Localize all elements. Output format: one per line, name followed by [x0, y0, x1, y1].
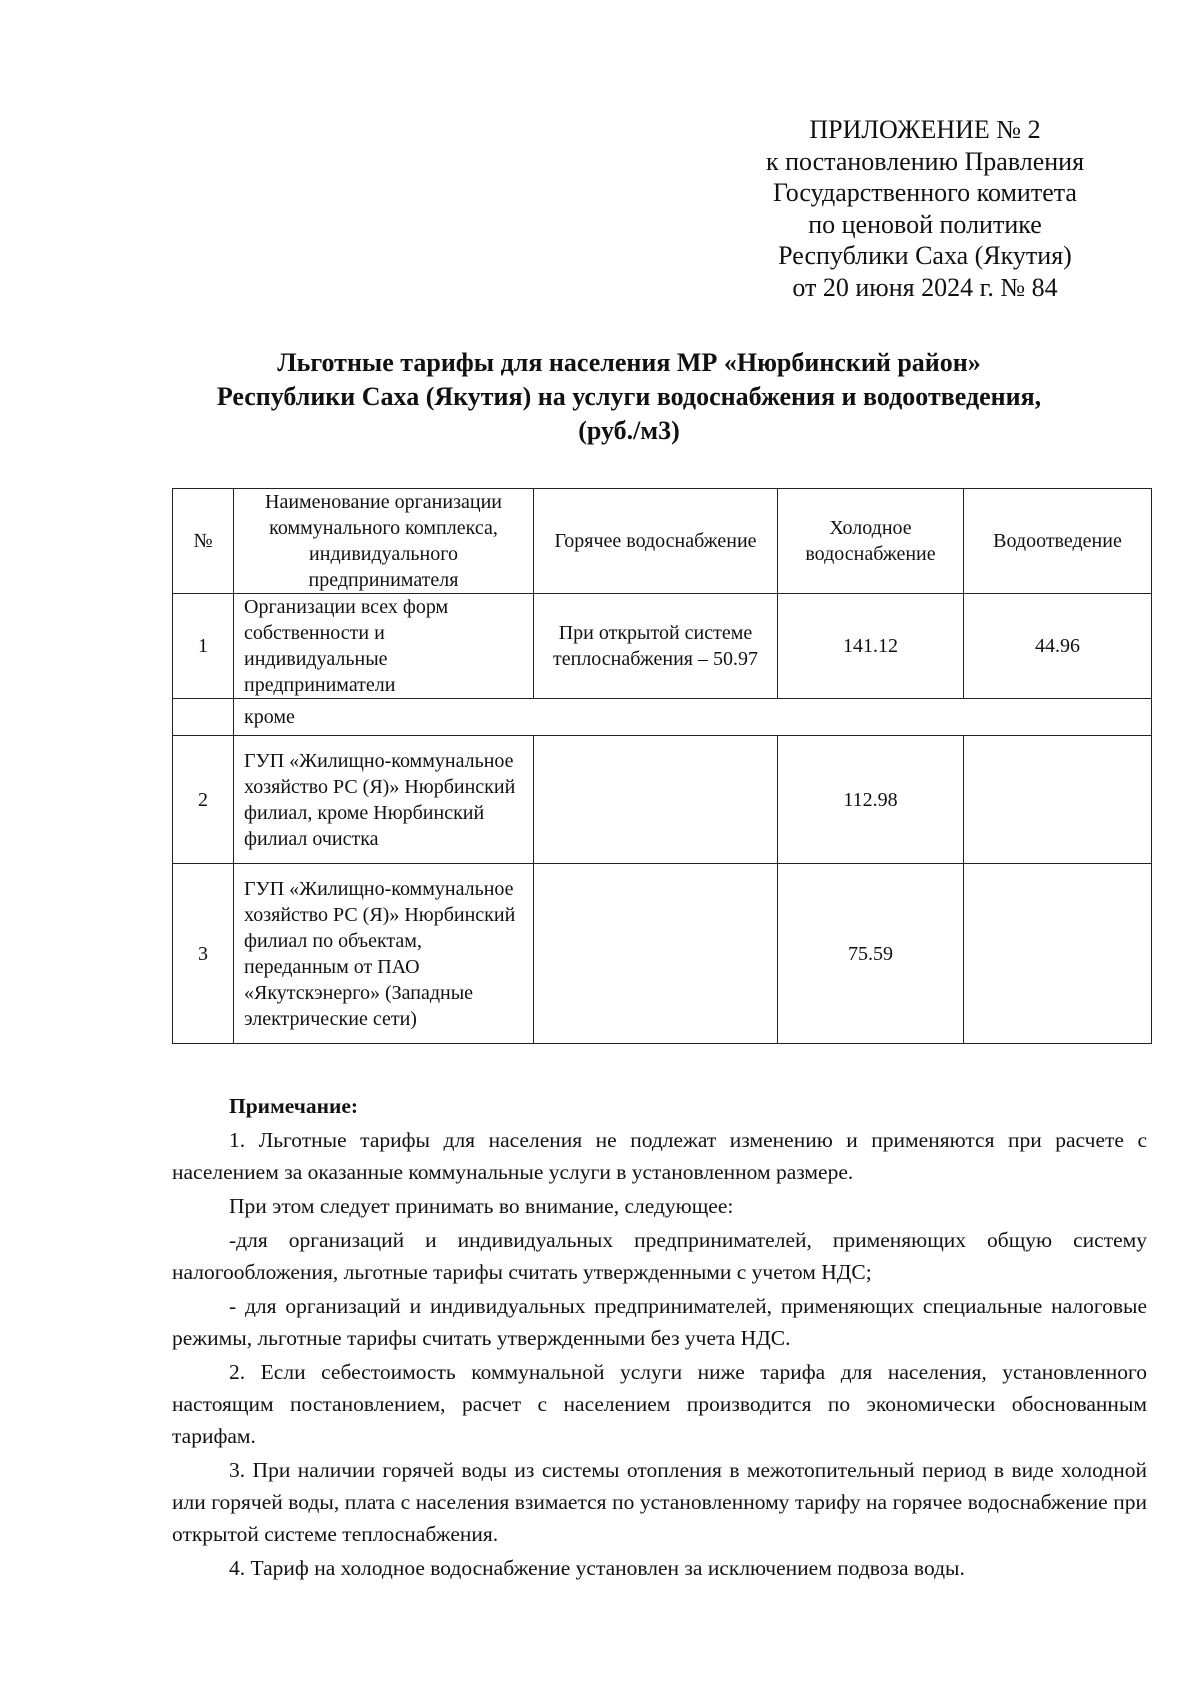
table-header-row: [173, 489, 1152, 594]
appendix-line: Государственного комитета: [773, 178, 1077, 207]
header-name: Наименование организации коммунального комплекса, индивидуального предпринимателя: [234, 489, 534, 594]
notes-heading: Примечание:: [229, 1094, 359, 1118]
row-org-name: ГУП «Жилищно-коммунальное хозяйство РС (Я)» Нюрбинский филиал по объектам, переданным от ПАО «Якутскэнерго» (Западные электрические сети): [234, 864, 534, 1044]
row-sewerage: 44.96: [964, 594, 1152, 699]
note-paragraph: 2. Если себестоимость коммунальной услуги ниже тарифа для населения, установленного настоящим постановлением, расчет с населением производится по экономически обоснованным тарифам.: [172, 1360, 1147, 1448]
note-paragraph: При этом следует принимать во внимание, следующее:: [229, 1194, 734, 1218]
appendix-line: от 20 июня 2024 г. № 84: [792, 272, 1058, 302]
row-hot-water: [534, 864, 778, 1044]
title-line: Республики Саха (Якутия) на услуги водоснабжения и водоотведения,: [216, 382, 1042, 411]
table-row: [173, 594, 1152, 699]
table-row: [173, 736, 1152, 864]
appendix-line: Республики Саха (Якутия): [778, 241, 1072, 270]
note-paragraph: 3. При наличии горячей воды из системы отопления в межотопительный период в виде холодной или горячей воды, плата с населения взимается по установленному тарифу на горячее водоснабжение при открытой системе теплоснабжения.: [172, 1458, 1147, 1546]
header-cold-water: Холодное водоснабжение: [778, 489, 964, 594]
row-cold-water: 141.12: [778, 594, 964, 699]
row-num: 3: [173, 864, 234, 1044]
row-cold-water: 112.98: [778, 736, 964, 864]
title-line: Льготные тарифы для населения МР «Нюрбинский район»: [277, 348, 981, 377]
tariff-table: [172, 488, 1152, 1044]
row-num-empty: [173, 699, 234, 736]
header-num: №: [173, 489, 234, 594]
row-num: 1: [173, 594, 234, 699]
note-paragraph: - для организаций и индивидуальных предпринимателей, применяющих специальные налоговые режимы, льготные тарифы считать утвержденными без учета НДС.: [172, 1294, 1147, 1350]
table-row-except: [173, 699, 1152, 736]
note-paragraph: 4. Тариф на холодное водоснабжение установлен за исключением подвоза воды.: [229, 1556, 965, 1580]
row-hot-water: При открытой системе теплоснабжения – 50.97: [534, 594, 778, 699]
title-line: (руб./м3): [578, 416, 680, 445]
header-sewerage: Водоотведение: [964, 489, 1152, 594]
row-cold-water: 75.59: [778, 864, 964, 1044]
appendix-block: [695, 114, 1155, 303]
appendix-line: к постановлению Правления: [765, 146, 1085, 176]
note-paragraph: 1. Льготные тарифы для населения не подлежат изменению и применяются при расчете с населением за оказанные коммунальные услуги в установленном размере.: [172, 1128, 1147, 1184]
row-sewerage: [964, 864, 1152, 1044]
except-label: кроме: [234, 699, 1152, 736]
notes-section: [172, 1090, 1147, 1584]
row-sewerage: [964, 736, 1152, 864]
row-org-name: ГУП «Жилищно-коммунальное хозяйство РС (Я)» Нюрбинский филиал, кроме Нюрбинский филиал очистка: [234, 736, 534, 864]
header-hot-water: Горячее водоснабжение: [534, 489, 778, 594]
row-num: 2: [173, 736, 234, 864]
appendix-line: по ценовой политике: [808, 209, 1042, 239]
row-hot-water: [534, 736, 778, 864]
table-row: [173, 864, 1152, 1044]
appendix-line: ПРИЛОЖЕНИЕ № 2: [809, 115, 1041, 144]
note-paragraph: -для организаций и индивидуальных предпринимателей, применяющих общую систему налогообложения, льготные тарифы считать утвержденными с учетом НДС;: [172, 1228, 1147, 1284]
document-title: [150, 346, 1108, 448]
row-org-name: Организации всех форм собственности и индивидуальные предприниматели: [234, 594, 534, 699]
